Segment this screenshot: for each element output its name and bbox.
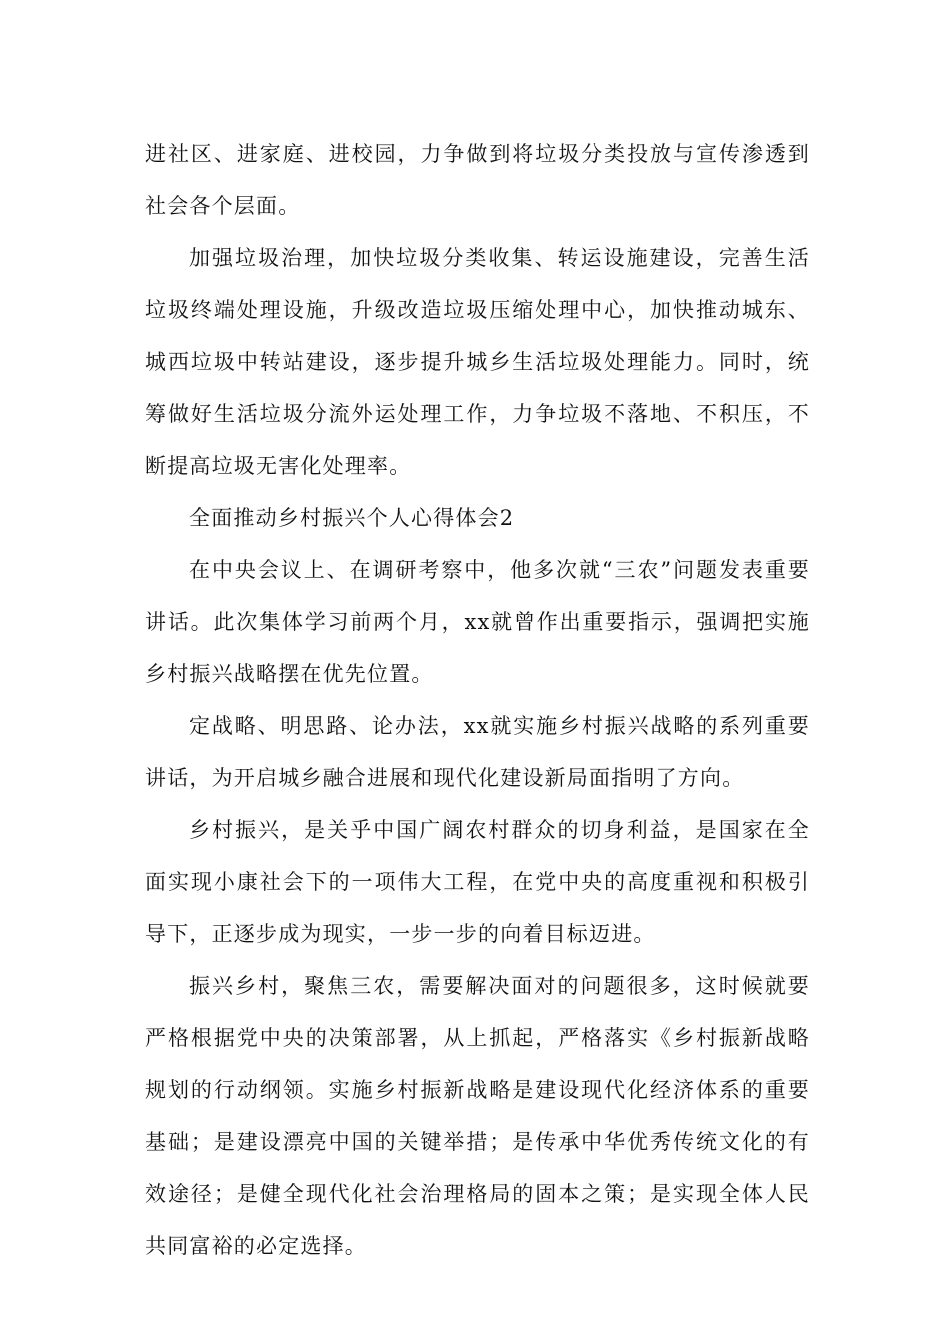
paragraph-central-meetings: 在中央会议上、在调研考察中，他多次就“三农”问题发表重要讲话。此次集体学习前两个月，xx就曾作出重要指示，强调把实施乡村振兴战略摆在优先位置。	[145, 558, 810, 686]
paragraph-strategy: 定战略、明思路、论办法，xx就实施乡村振兴战略的系列重要讲话，为开启城乡融合进展和现代化建设新局面指明了方向。	[145, 714, 810, 790]
section-heading: 全面推动乡村振兴个人心得体会2	[189, 506, 515, 530]
paragraph-rural-revitalization: 乡村振兴，是关乎中国广阔农村群众的切身利益，是国家在全面实现小康社会下的一项伟大工程，在党中央的高度重视和积极引导下，正逐步成为现实，一步一步的向着目标迈进。	[145, 818, 810, 946]
paragraph-revitalize-villages: 振兴乡村，聚焦三农，需要解决面对的问题很多，这时候就要严格根据党中央的决策部署，从上抓起，严格落实《乡村振新战略规划的行动纲领。实施乡村振新战略是建设现代化经济体系的重要基础；是建设漂亮中国的关键举措；是传承中华优秀传统文化的有效途径；是健全现代化社会治理格局的固本之策；是实现全体人民共同富裕的必定选择。	[145, 974, 810, 1258]
paragraph-continuation: 进社区、进家庭、进校园，力争做到将垃圾分类投放与宣传渗透到社会各个层面。	[145, 142, 810, 218]
paragraph-garbage-governance: 加强垃圾治理，加快垃圾分类收集、转运设施建设，完善生活垃圾终端处理设施，升级改造垃圾压缩处理中心，加快推动城东、城西垃圾中转站建设，逐步提升城乡生活垃圾处理能力。同时，统筹做好生活垃圾分流外运处理工作，力争垃圾不落地、不积压，不断提高垃圾无害化处理率。	[145, 246, 810, 478]
document-body	[145, 128, 810, 1272]
